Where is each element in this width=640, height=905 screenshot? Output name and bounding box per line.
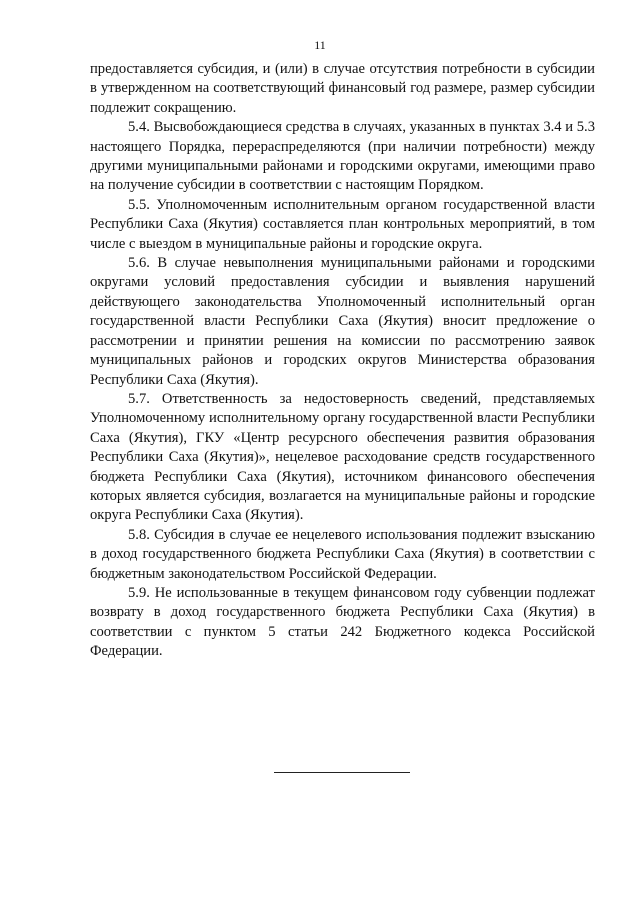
end-separator-line: [274, 772, 410, 773]
page-number: 11: [314, 38, 326, 52]
paragraph-5-4: 5.4. Высвобождающиеся средства в случаях, указанных в пунктах 3.4 и 5.3 настоящего Порядка, перераспределяются (при наличии потребности) между другими муниципальными районами и городскими округами, имеющими право на получение субсидии в соответствии с настоящим Порядком.: [90, 119, 595, 194]
paragraph-5-6: 5.6. В случае невыполнения муниципальными районами и городскими округами условий предоставления субсидии и выявления нарушений действующего законодательства Уполномоченный исполнительный орган государственной власти Республики Саха (Якутия) вносит предложение о рассмотрении и принятии решения на комиссии по рассмотрению заявок муниципальных районов и городских округов Министерства образования Республики Саха (Якутия).: [90, 255, 595, 388]
paragraph-5-5: 5.5. Уполномоченным исполнительным органом государственной власти Республики Саха (Якутия) составляется план контрольных мероприятий, в том числе с выездом в муниципальные районы и городские округа.: [90, 196, 595, 252]
paragraph-5-7: 5.7. Ответственность за недостоверность сведений, представляемых Уполномоченному исполнительному органу государственной власти Республики Саха (Якутия), ГКУ «Центр ресурсного обеспечения развития образования Республики Саха (Якутия)», нецелевое расходование средств государственного бюджета Республики Саха (Якутия), источником финансового обеспечения которых является субсидия, возлагается на муниципальные районы и городские округа Республики Саха (Якутия).: [90, 390, 595, 524]
paragraph-5-9: 5.9. Не использованные в текущем финансовом году субвенции подлежат возврату в доход государственного бюджета Республики Саха (Якутия) в соответствии с пунктом 5 статьи 242 Бюджетного кодекса Российской Федерации.: [90, 584, 595, 660]
paragraph-continuation: предоставляется субсидия, и (или) в случае отсутствия потребности в субсидии в утвержденном на соответствующий финансовый год размере, размер субсидии подлежит сокращению.: [90, 61, 595, 116]
paragraph-5-8: 5.8. Субсидия в случае ее нецелевого использования подлежит взысканию в доход государственного бюджета Республики Саха (Якутия) в соответствии с бюджетным законодательством Российской Федерации.: [90, 526, 595, 582]
document-body: [90, 60, 595, 662]
